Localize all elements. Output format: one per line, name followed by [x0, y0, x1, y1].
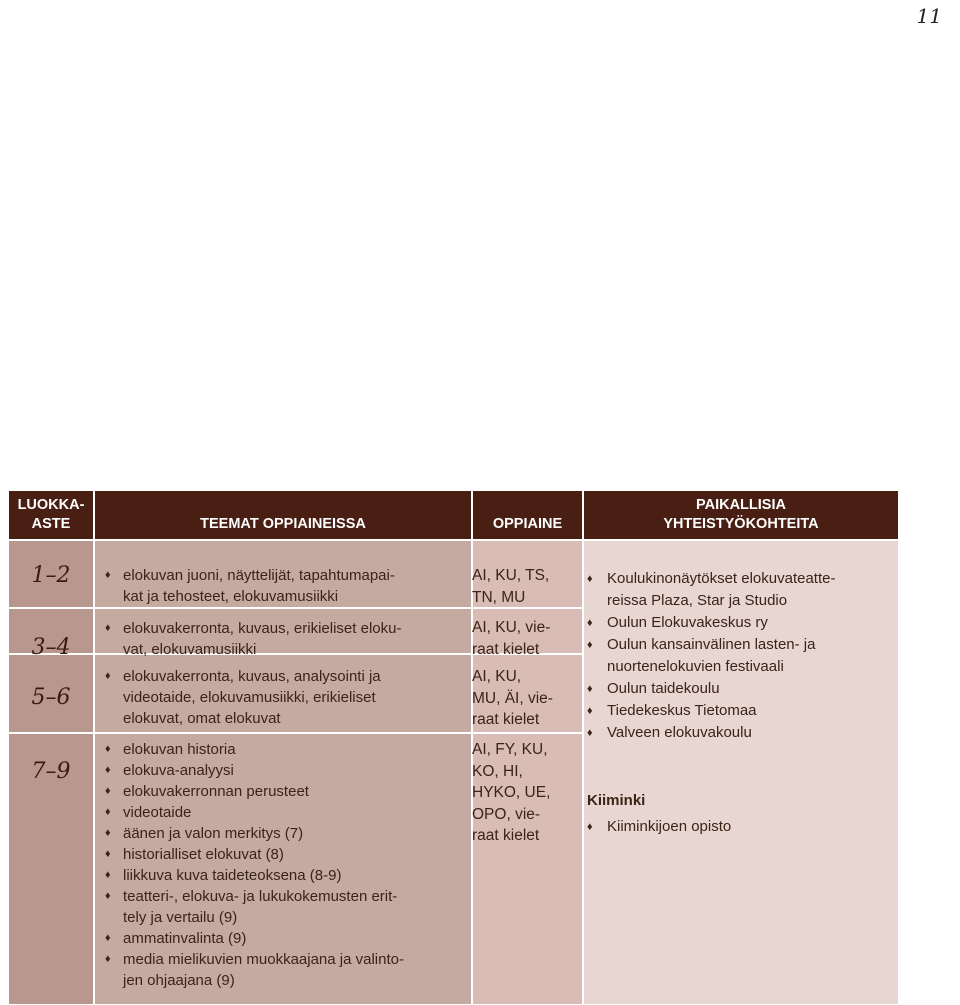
diamond-bullet-icon: ♦	[105, 953, 111, 965]
theme-item	[95, 739, 471, 760]
subject-line: AI, KU,	[472, 668, 522, 685]
subject-line: AI, KU, vie-	[472, 619, 551, 636]
subject-line: AI, KU, TS,	[472, 567, 550, 584]
diamond-bullet-icon: ♦	[587, 705, 593, 717]
theme-item	[95, 760, 471, 781]
diamond-bullet-icon: ♦	[105, 806, 111, 818]
list-item-line: elokuvan juoni, näyttelijät, tapahtumapai-	[123, 567, 395, 584]
header-teemat-label: TEEMAT OPPIAINEISSA	[200, 516, 366, 532]
theme-item	[95, 865, 471, 886]
list-item-line: media mielikuvien muokkaajana ja valinto-	[123, 951, 404, 968]
list-item-line: vat, elokuvamusiikki	[123, 641, 257, 658]
list-item-line: Kiiminkijoen opisto	[607, 818, 732, 835]
list-item-line: äänen ja valon merkitys (7)	[123, 825, 304, 842]
partner-item	[585, 634, 885, 678]
diamond-bullet-icon: ♦	[105, 569, 111, 581]
list-item-line: Koulukinonäytökset elokuvateatte-	[607, 570, 836, 587]
subjects-cell	[472, 565, 572, 608]
partner-item	[585, 722, 885, 744]
diamond-bullet-icon: ♦	[587, 727, 593, 739]
list-item-line: liikkuva kuva taideteoksena (8-9)	[123, 867, 342, 884]
header-luokka-line1: LUOKKA-	[17, 497, 85, 513]
themes-list	[95, 618, 471, 660]
subject-line: raat kielet	[472, 640, 540, 658]
list-item-line: tely ja vertailu (9)	[123, 909, 238, 926]
list-item-line: videotaide	[123, 804, 192, 821]
list-item-line: reissa Plaza, Star ja Studio	[607, 592, 788, 609]
diamond-bullet-icon: ♦	[105, 932, 111, 944]
theme-item	[95, 781, 471, 802]
list-item-line: Oulun taidekoulu	[607, 680, 720, 697]
header-paikallisia-line2: YHTEISTYÖKOHTEITA	[663, 516, 819, 532]
list-item-line: elokuvakerronta, kuvaus, analysointi ja	[123, 668, 381, 685]
list-item-line: elokuvakerronnan perusteet	[123, 783, 309, 800]
list-item-line: elokuvat, omat elokuvat	[123, 710, 281, 727]
local-partners-oulu	[585, 568, 885, 744]
grade-label: 1–2	[31, 563, 71, 588]
local-partners-kiiminki	[585, 816, 885, 838]
list-item-line: Oulun kansainvälinen lasten- ja	[607, 636, 816, 653]
subject-line: MU, ÄI, vie-	[472, 689, 553, 707]
page-number: 11	[916, 4, 942, 28]
kiiminki-heading: Kiiminki	[587, 792, 646, 809]
subject-line: OPO, vie-	[472, 805, 541, 823]
list-item-line: elokuvan historia	[123, 741, 236, 758]
header-paikallisia	[584, 491, 898, 539]
list-item-line: kat ja tehosteet, elokuvamusiikki	[123, 588, 339, 605]
diamond-bullet-icon: ♦	[105, 670, 111, 682]
theme-item	[95, 949, 471, 991]
subject-line: KO, HI,	[472, 762, 523, 780]
partner-item	[585, 700, 885, 722]
themes-list	[95, 739, 471, 991]
diamond-bullet-icon: ♦	[587, 573, 593, 585]
theme-item	[95, 928, 471, 949]
header-teemat	[95, 491, 471, 539]
list-item-line: nuortenelokuvien festivaali	[607, 658, 784, 675]
theme-item	[95, 823, 471, 844]
list-item-line: elokuva-analyysi	[123, 762, 234, 779]
diamond-bullet-icon: ♦	[105, 890, 111, 902]
list-item-line: jen ohjaajana (9)	[123, 972, 235, 989]
diamond-bullet-icon: ♦	[587, 617, 593, 629]
list-item-line: Oulun Elokuvakeskus ry	[607, 614, 768, 631]
list-item-line: Valveen elokuvakoulu	[607, 724, 752, 741]
diamond-bullet-icon: ♦	[105, 827, 111, 839]
theme-item	[95, 844, 471, 865]
header-luokka-line2: ASTE	[31, 516, 71, 532]
list-item-line: teatteri-, elokuva- ja lukukokemusten erit-	[123, 888, 398, 905]
subject-line: HYKO, UE,	[472, 784, 551, 801]
partner-item	[585, 816, 885, 838]
subject-line: AI, FY, KU,	[472, 741, 548, 758]
partner-item	[585, 678, 885, 700]
theme-item	[95, 618, 471, 660]
list-item-line: elokuvakerronta, kuvaus, erikieliset eloku-	[123, 620, 402, 637]
header-paikallisia-line1: PAIKALLISIA	[696, 497, 786, 513]
diamond-bullet-icon: ♦	[105, 785, 111, 797]
diamond-bullet-icon: ♦	[587, 639, 593, 651]
diamond-bullet-icon: ♦	[587, 821, 593, 833]
partner-item	[585, 568, 885, 612]
subject-line: raat kielet	[472, 827, 540, 844]
diamond-bullet-icon: ♦	[105, 869, 111, 881]
theme-item	[95, 666, 471, 729]
subjects-cell	[472, 666, 572, 731]
grade-label: 5–6	[31, 685, 71, 710]
subject-line: raat kielet	[472, 711, 540, 728]
list-item-line: videotaide, elokuvamusiikki, erikieliset	[123, 689, 376, 706]
subjects-cell	[472, 739, 572, 847]
header-luokka-aste	[9, 491, 93, 539]
list-item-line: Tiedekeskus Tietomaa	[607, 702, 757, 719]
themes-list	[95, 666, 471, 729]
header-oppiaine	[473, 491, 582, 539]
list-item-line: ammatinvalinta (9)	[123, 930, 247, 947]
subject-line: TN, MU	[472, 588, 526, 606]
diamond-bullet-icon: ♦	[105, 743, 111, 755]
theme-item	[95, 565, 471, 607]
row-divider	[9, 732, 582, 734]
diamond-bullet-icon: ♦	[105, 764, 111, 776]
grade-label: 7–9	[31, 759, 71, 784]
theme-item	[95, 886, 471, 928]
theme-item	[95, 802, 471, 823]
header-oppiaine-label: OPPIAINE	[492, 516, 563, 532]
subjects-cell	[472, 617, 572, 660]
themes-list	[95, 565, 471, 607]
diamond-bullet-icon: ♦	[587, 683, 593, 695]
grade-label: 3–4	[31, 635, 71, 660]
diamond-bullet-icon: ♦	[105, 848, 111, 860]
partner-item	[585, 612, 885, 634]
diamond-bullet-icon: ♦	[105, 622, 111, 634]
list-item-line: historialliset elokuvat (8)	[123, 846, 284, 863]
